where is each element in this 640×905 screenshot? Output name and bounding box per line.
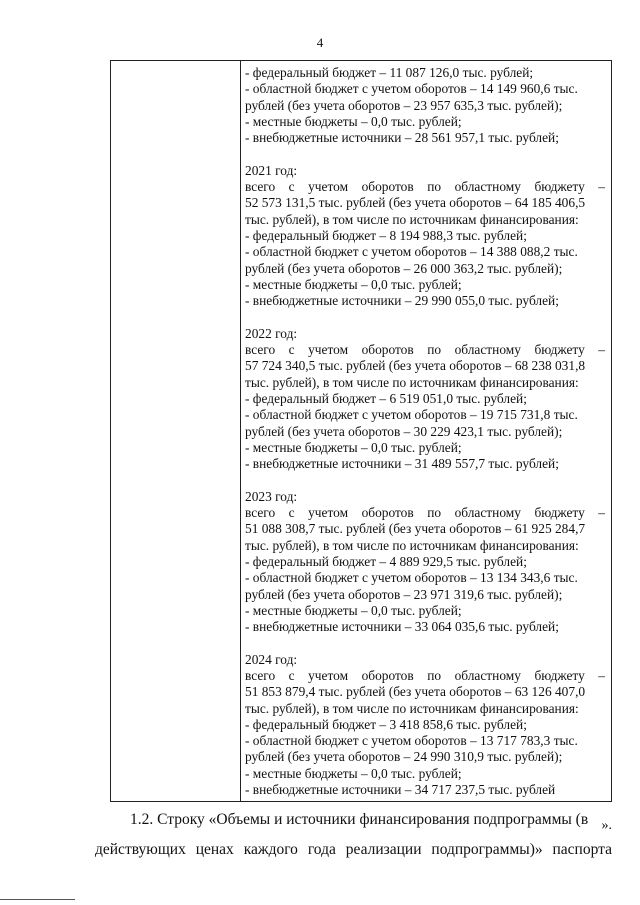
cell-line: - внебюджетные источники – 31 489 557,7 тыс. рублей; xyxy=(245,456,559,472)
cell-line: тыс. рублей), в том числе по источникам финансирования: xyxy=(245,537,579,553)
cell-line: - местные бюджеты – 0,0 тыс. рублей; xyxy=(245,765,462,781)
cell-line: - местные бюджеты – 0,0 тыс. рублей; xyxy=(245,113,462,129)
cell-line: - внебюджетные источники – 34 717 237,5 тыс. рублей xyxy=(245,782,556,798)
cell-line: всего с учетом оборотов по областному бюджету – xyxy=(245,667,605,683)
cell-line: - внебюджетные источники – 33 064 035,6 тыс. рублей; xyxy=(245,619,559,635)
cell-line: 52 573 131,5 тыс. рублей (без учета оборотов – 64 185 406,5 xyxy=(245,195,586,211)
cell-line: всего с учетом оборотов по областному бюджету – xyxy=(245,179,605,195)
cell-line: тыс. рублей), в том числе по источникам финансирования: xyxy=(245,700,579,716)
cell-line: 51 088 308,7 тыс. рублей (без учета оборотов – 61 925 284,7 xyxy=(245,521,586,537)
cell-line: - внебюджетные источники – 28 561 957,1 тыс. рублей; xyxy=(245,130,559,146)
cell-line: рублей (без учета оборотов – 30 229 423,1 тыс. рублей); xyxy=(245,423,563,439)
cell-line: - федеральный бюджет – 6 519 051,0 тыс. рублей; xyxy=(245,390,527,406)
cell-line: 2023 год: xyxy=(245,488,298,504)
blank-line xyxy=(245,146,605,162)
paragraph-amendment-line-1: 1.2. Строку «Объемы и источники финансирования подпрограммы (в xyxy=(130,811,589,828)
cell-line: 57 724 340,5 тыс. рублей (без учета оборотов – 68 238 031,8 xyxy=(245,358,586,374)
cell-line: - областной бюджет с учетом оборотов – 14 149 960,6 тыс. xyxy=(245,81,578,97)
cell-line: рублей (без учета оборотов – 26 000 363,2 тыс. рублей); xyxy=(245,260,563,276)
cell-line: 2024 год: xyxy=(245,651,298,667)
cell-line: - федеральный бюджет – 11 087 126,0 тыс. рублей; xyxy=(245,65,534,80)
cell-line: тыс. рублей), в том числе по источникам финансирования: xyxy=(245,374,579,390)
cell-line: - областной бюджет с учетом оборотов – 19 715 731,8 тыс. xyxy=(245,407,578,423)
cell-line: рублей (без учета оборотов – 23 971 319,6 тыс. рублей); xyxy=(245,586,563,602)
cell-line: - местные бюджеты – 0,0 тыс. рублей; xyxy=(245,276,462,292)
paragraph-amendment-line-2: действующих ценах каждого года реализации подпрограммы)» паспорта xyxy=(95,841,612,858)
cell-line: - местные бюджеты – 0,0 тыс. рублей; xyxy=(245,439,462,455)
cell-line: всего с учетом оборотов по областному бюджету – xyxy=(245,342,605,358)
cell-line: - внебюджетные источники – 29 990 055,0 тыс. рублей; xyxy=(245,293,559,309)
column-divider xyxy=(240,61,241,801)
footer-rule xyxy=(0,899,75,900)
cell-line: - местные бюджеты – 0,0 тыс. рублей; xyxy=(245,602,462,618)
cell-line: рублей (без учета оборотов – 23 957 635,3 тыс. рублей); xyxy=(245,97,563,113)
page-number: 4 xyxy=(316,35,324,50)
funding-table xyxy=(110,60,612,802)
cell-line: 2022 год: xyxy=(245,325,298,341)
cell-line: - областной бюджет с учетом оборотов – 14 388 088,2 тыс. xyxy=(245,244,578,260)
cell-line: 51 853 879,4 тыс. рублей (без учета оборотов – 63 126 407,0 xyxy=(245,684,586,700)
cell-line: - федеральный бюджет – 3 418 858,6 тыс. рублей; xyxy=(245,716,527,732)
cell-line: - областной бюджет с учетом оборотов – 13 717 783,3 тыс. xyxy=(245,733,578,749)
blank-line xyxy=(245,309,605,325)
cell-line: - федеральный бюджет – 8 194 988,3 тыс. рублей; xyxy=(245,227,527,243)
funding-cell-text xyxy=(245,65,605,798)
blank-line xyxy=(245,472,605,488)
cell-line: тыс. рублей), в том числе по источникам финансирования: xyxy=(245,211,579,227)
cell-line: рублей (без учета оборотов – 24 990 310,9 тыс. рублей); xyxy=(245,749,563,765)
cell-line: - областной бюджет с учетом оборотов – 13 134 343,6 тыс. xyxy=(245,570,578,586)
cell-line: 2021 год: xyxy=(245,162,298,178)
blank-line xyxy=(245,635,605,651)
closing-quote: ». xyxy=(601,818,612,833)
cell-line: всего с учетом оборотов по областному бюджету – xyxy=(245,505,605,521)
cell-line: - федеральный бюджет – 4 889 929,5 тыс. рублей; xyxy=(245,553,527,569)
